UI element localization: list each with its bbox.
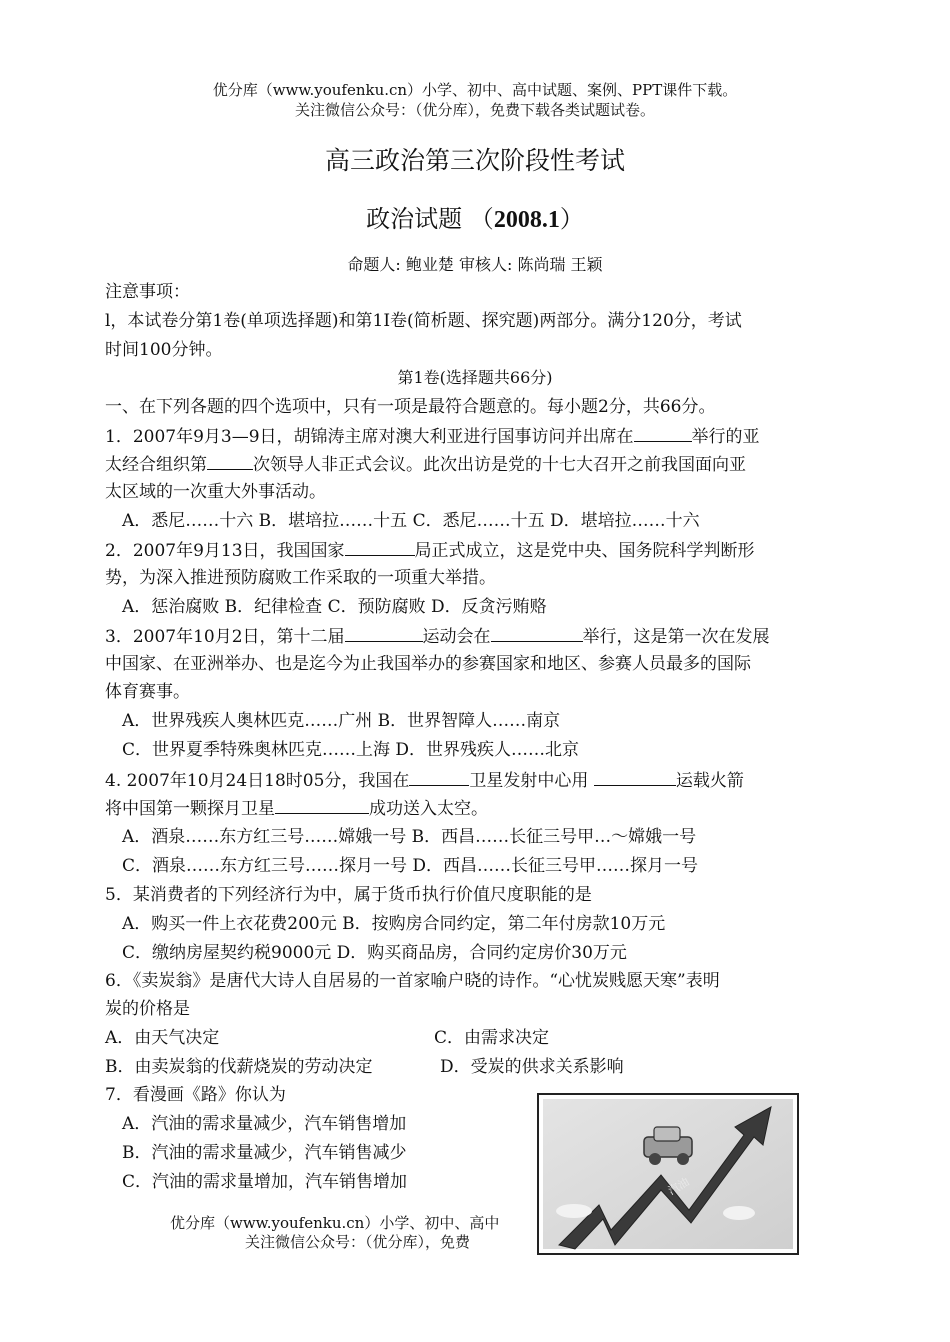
- q4-line1: [105, 769, 744, 792]
- q7-option-a: A．汽油的需求量减少，汽车销售增加: [122, 1114, 407, 1134]
- q2-line2: 势，为深入推进预防腐败工作采取的一项重大举措。: [105, 568, 496, 588]
- q3-blank-1: [345, 625, 423, 642]
- q3-blank-2: [491, 625, 583, 642]
- notice-line2: 时间100分钟。: [105, 340, 223, 360]
- q7-option-c: C．汽油的需求量增加，汽车销售增加: [122, 1172, 408, 1192]
- q2-options: A．惩治腐败 B．纪律检查 C．预防腐败 D．反贪污贿赂: [122, 597, 547, 617]
- section-title: 第1卷(选择题共66分): [397, 368, 553, 387]
- q3-line1: [105, 625, 770, 648]
- q7-stem: 7．看漫画《路》你认为: [105, 1085, 286, 1105]
- q2-line1: [105, 539, 755, 562]
- q2-blank-1: [345, 539, 415, 556]
- cartoon-illustration: [539, 1095, 797, 1253]
- notice-label: 注意事项：: [105, 282, 190, 302]
- q4-blank-1: [409, 769, 469, 786]
- subtitle-prefix: 政治试题 （: [366, 205, 494, 233]
- q4-text-c: 运载火箭: [675, 771, 744, 791]
- q4-blank-2: [594, 769, 676, 786]
- q3-line3: 体育赛事。: [105, 682, 190, 702]
- q3-text-b: 运动会在: [422, 627, 491, 647]
- q1-options: A．悉尼……十六 B．堪培拉……十五 C．悉尼……十五 D．堪培拉……十六: [122, 511, 700, 531]
- q4-line2: [105, 797, 488, 820]
- q6-option-d: D．受炭的供求关系影响: [440, 1057, 624, 1077]
- q6-option-b: B．由卖炭翁的伐薪烧炭的劳动决定: [105, 1057, 373, 1077]
- q2-text-b: 局正式成立，这是党中央、国务院科学判断形: [414, 541, 755, 561]
- q4-options-1: A．酒泉……东方红三号……嫦娥一号 B．西昌……长征三号甲…～嫦娥一号: [122, 827, 697, 847]
- exam-subtitle: [0, 204, 950, 235]
- cartoon-label: 汽油: [666, 1175, 692, 1198]
- q4-text-d: 将中国第一颗探月卫星: [105, 799, 275, 819]
- q3-line2: 中国家、在亚洲举办、也是迄今为止我国举办的参赛国家和地区、参赛人员最多的国际: [105, 654, 751, 674]
- road-cartoon-image: [537, 1093, 799, 1255]
- q5-options-2: C．缴纳房屋契约税9000元 D．购买商品房，合同约定房价30万元: [122, 943, 627, 963]
- site-footer-line1: 优分库（www.youfenku.cn）小学、初中、高中: [170, 1214, 500, 1232]
- site-footer-line2: 关注微信公众号：（优分库），免费: [245, 1233, 471, 1251]
- cloud-icon: [723, 1206, 755, 1220]
- q3-text-c: 举行，这是第一次在发展: [582, 627, 770, 647]
- q3-text-a: 3．2007年10月2日，第十二届: [105, 627, 345, 647]
- q2-text-a: 2．2007年9月13日，我国国家: [105, 541, 345, 561]
- q6-option-c: C．由需求决定: [434, 1028, 550, 1048]
- q1-line3: 太区域的一次重大外事活动。: [105, 482, 326, 502]
- q5-stem: 5．某消费者的下列经济行为中，属于货币执行价值尺度职能的是: [105, 885, 592, 905]
- exam-authors: 命题人: 鲍业楚 审核人: 陈尚瑞 王颖: [347, 255, 603, 274]
- q4-text-e: 成功送入太空。: [369, 799, 488, 819]
- q1-line2: [105, 453, 746, 476]
- q4-text-a: 4. 2007年10月24日18时05分，我国在: [105, 771, 410, 791]
- exam-title: 高三政治第三次阶段性考试: [324, 146, 625, 175]
- q4-options-2: C．酒泉……东方红三号……探月一号 D．西昌……长征三号甲……探月一号: [122, 856, 699, 876]
- q3-options-1: A．世界残疾人奥林匹克……广州 B．世界智障人……南京: [122, 711, 561, 731]
- q4-text-b: 卫星发射中心用: [469, 771, 594, 791]
- q1-blank-1: [634, 425, 692, 442]
- notice-line1: l，本试卷分第1卷(单项选择题)和第1I卷(简析题、探究题)两部分。满分120分，考试: [105, 311, 742, 331]
- q1-blank-2: [207, 453, 253, 470]
- subtitle-suffix: ）: [559, 205, 584, 233]
- q6-line1: 6．《卖炭翁》是唐代大诗人自居易的一首家喻户晓的诗作。“心忧炭贱愿天寒”表明: [105, 971, 720, 991]
- q1-text-a: 1．2007年9月3—9日，胡锦涛主席对澳大利亚进行国事访问并出席在: [105, 427, 634, 447]
- q4-blank-3: [275, 797, 369, 814]
- q6-option-a: A．由天气决定: [105, 1028, 220, 1048]
- section-instruction: 一、在下列各题的四个选项中，只有一项是最符合题意的。每小题2分，共66分。: [105, 397, 716, 417]
- q7-option-b: B．汽油的需求量减少，汽车销售减少: [122, 1143, 407, 1163]
- site-header-line1: 优分库（www.youfenku.cn）小学、初中、高中试题、案例、PPT课件下载。: [212, 81, 738, 99]
- q1-line1: [105, 425, 760, 448]
- q6-line2: 炭的价格是: [105, 999, 190, 1019]
- q3-options-2: C．世界夏季特殊奥林匹克……上海 D．世界残疾人……北京: [122, 740, 580, 760]
- q5-options-1: A．购买一件上衣花费200元 B．按购房合同约定，第二年付房款10万元: [122, 914, 666, 934]
- q1-text-c: 太经合组织第: [105, 455, 207, 475]
- cloud-icon: [556, 1204, 592, 1218]
- subtitle-year: 2008.1: [493, 207, 560, 233]
- q1-text-b: 举行的亚: [691, 427, 760, 447]
- site-header-line2: 关注微信公众号：（优分库），免费下载各类试题试卷。: [294, 101, 655, 119]
- q1-text-d: 次领导人非正式会议。此次出访是党的十七大召开之前我国面向亚: [253, 455, 746, 475]
